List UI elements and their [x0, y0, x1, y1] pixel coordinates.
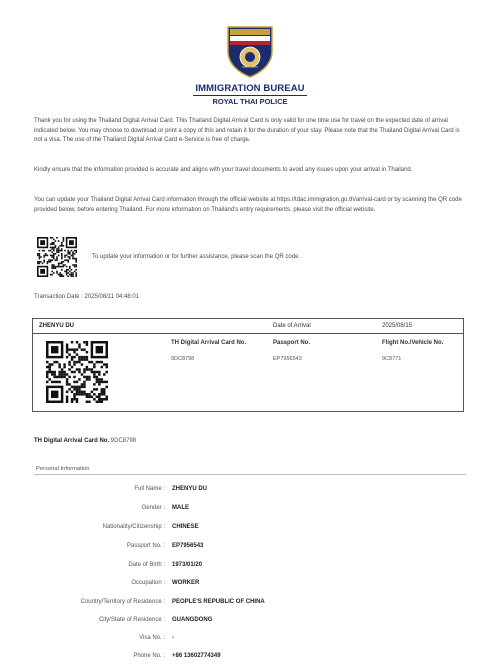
intro-paragraph-validity: Thank you for using the Thailand Digital Arrival Card. This Thailand Digital Arrival Card is only valid for one time use for travel on the expected date of arrival indicated below. You may choose to download or print a copy of this and retain it for the duration of your stay. Please note that the Thailand Digital Arrival Card is not a visa. The use of the Thailand Digital Arrival Card e-Service is free of charge.: [34, 118, 460, 143]
intro-paragraph-accuracy: Kindly ensure that the information provided is accurate and aligns with your travel documents to avoid any issues upon your arrival in Thailand.: [34, 167, 413, 173]
visa-number-label: Visa No. :: [139, 635, 165, 641]
visa-number-value: -: [172, 635, 174, 641]
tdac-number-line: [34, 438, 136, 444]
personal-row: [0, 635, 500, 645]
tdac-number-value: 9DC8798: [171, 356, 195, 362]
personal-row: [0, 505, 500, 515]
update-qr-code-icon[interactable]: [37, 237, 77, 277]
title-divider: [193, 95, 307, 96]
date-of-arrival-value: 2025/08/15: [382, 323, 413, 329]
arrival-card-qr-code-icon: [46, 341, 108, 403]
personal-row: [0, 543, 500, 553]
transaction-date: Transaction Date : 2025/08/11 04:48:01: [34, 294, 140, 300]
bureau-title: IMMIGRATION BUREAU: [195, 83, 305, 94]
phone-number-label: Phone No. :: [133, 653, 165, 659]
occupation-value: WORKER: [172, 580, 200, 586]
country-of-residence-label: Country/Territory of Residence :: [80, 599, 165, 605]
tdac-line-label: TH Digital Arrival Card No.: [34, 438, 110, 444]
card-holder-name: ZHENYU DU: [39, 323, 75, 329]
passport-label: Passport No. :: [126, 543, 165, 549]
personal-row: [0, 486, 500, 496]
nationality-value: CHINESE: [172, 524, 199, 530]
phone-number-value: +86 13602774349: [172, 653, 221, 659]
date-of-arrival-label: Date of Arrival: [273, 323, 311, 329]
personal-row: [0, 599, 500, 609]
gender-value: MALE: [172, 505, 189, 511]
qr-instruction: To update your information or for further assistance, please scan the QR code.: [92, 254, 301, 260]
personal-row: [0, 562, 500, 572]
full-name-label: Full Name :: [134, 486, 165, 492]
personal-information-divider: [34, 474, 466, 475]
tdac-number-label: TH Digital Arrival Card No.: [171, 340, 247, 346]
date-of-birth-value: 1973/01/20: [172, 562, 203, 568]
personal-row: [0, 617, 500, 627]
card-header-divider: [33, 333, 463, 334]
full-name-value: ZHENYU DU: [172, 486, 208, 492]
flight-number-value: 9C8771: [382, 356, 402, 362]
passport-number-value: EP7956543: [273, 356, 302, 362]
passport-number-label: Passport No.: [273, 340, 311, 346]
royal-thai-police-emblem-icon: [224, 23, 276, 79]
personal-row: [0, 653, 500, 663]
tdac-line-value: 9DC8798: [110, 438, 137, 444]
personal-row: [0, 524, 500, 534]
city-of-residence-value: GUANGDONG: [172, 617, 213, 623]
city-of-residence-label: City/State of Residence :: [98, 617, 165, 623]
arrival-card-summary: [32, 318, 464, 412]
date-of-birth-label: Date of Birth :: [128, 562, 165, 568]
country-of-residence-value: PEOPLE'S REPUBLIC OF CHINA: [172, 599, 265, 605]
bureau-subtitle: ROYAL THAI POLICE: [212, 97, 288, 106]
nationality-label: Nationality/Citizenship :: [102, 524, 165, 530]
passport-value: EP7956543: [172, 543, 204, 549]
personal-row: [0, 580, 500, 590]
personal-information-heading: Personal Information: [36, 466, 90, 472]
intro-paragraph-update: You can update your Thailand Digital Arrival Card information through the official website at https://tdac.immigration.go.th/arrival-card or by scanning the QR code provided below, before entering Thailand. For more information on Thailand's entry requirements, please visit the official website.: [34, 197, 462, 213]
gender-label: Gender :: [141, 505, 165, 511]
flight-number-label: Flight No./Vehicle No.: [382, 340, 444, 346]
occupation-label: Occupation :: [131, 580, 165, 586]
